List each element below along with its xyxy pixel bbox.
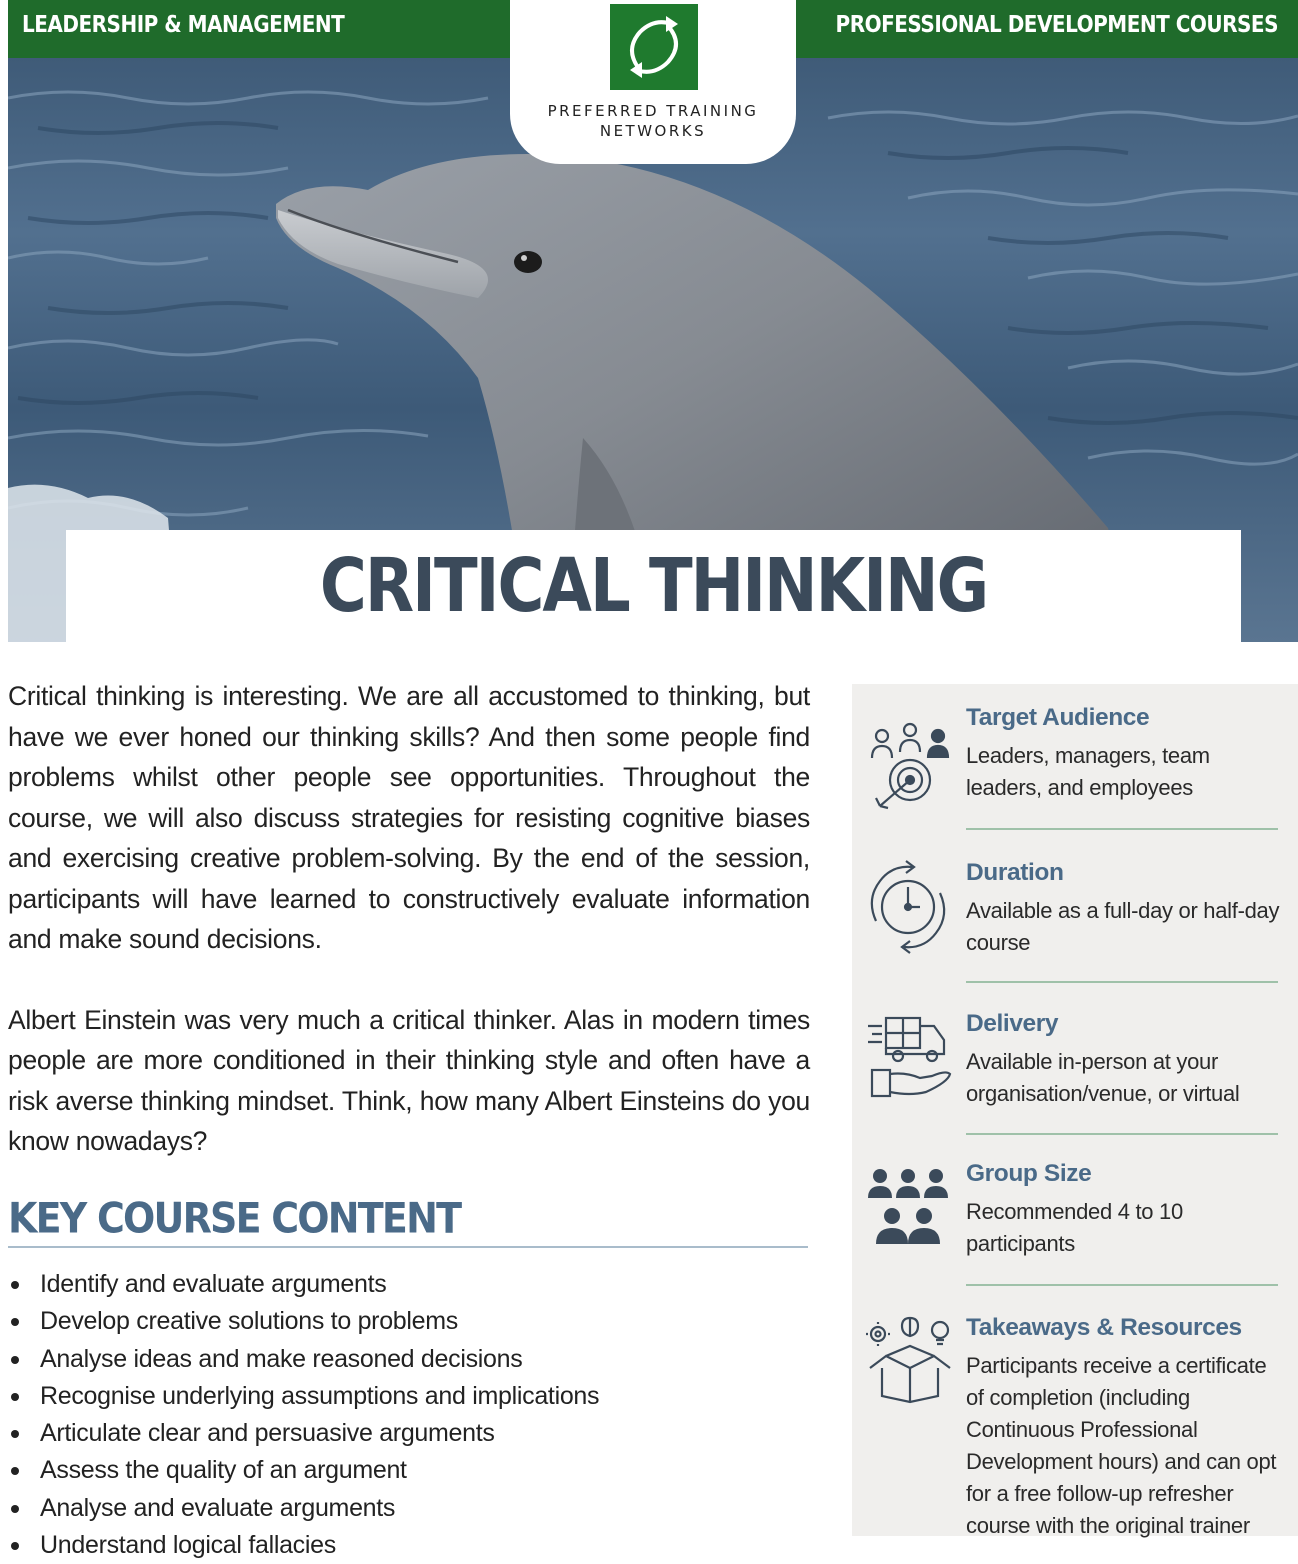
list-item: Recognise underlying assumptions and implications [8,1378,808,1415]
target-audience-desc: Leaders, managers, team leaders, and employees [966,743,1210,800]
course-info-sidebar [852,684,1298,1536]
key-content-divider [8,1246,808,1248]
duration-desc: Available as a full-day or half-day course [966,898,1280,955]
list-item: Analyse ideas and make reasoned decisions [8,1341,808,1378]
target-audience-icon [866,718,954,814]
section-divider [966,981,1278,983]
title-banner [66,530,1241,642]
delivery-truck-icon [866,1012,954,1108]
list-item: Develop creative solutions to problems [8,1303,808,1340]
group-size-desc: Recommended 4 to 10 participants [966,1199,1183,1256]
intro-paragraph-2: Albert Einstein was very much a critical thinker. Alas in modern times people are more conditioned in their thinking style and often have a risk averse thinking mindset. Think, how many Albert Einsteins do you know nowadays? [8,1004,810,1156]
target-audience-title: Target Audience [966,704,1150,731]
company-logo [510,0,796,164]
series-label: PROFESSIONAL DEVELOPMENT COURSES [835,10,1278,38]
section-divider [966,1133,1278,1135]
group-icon [866,1166,954,1262]
list-item: Understand logical fallacies [8,1527,808,1564]
takeaways-title: Takeaways & Resources [966,1314,1242,1341]
intro-text [8,676,810,1202]
duration-title: Duration [966,859,1064,886]
key-content-heading: KEY COURSE CONTENT [8,1194,461,1243]
clock-icon [866,859,954,955]
section-divider [966,828,1278,830]
list-item: Assess the quality of an argument [8,1452,808,1489]
list-item: Articulate clear and persuasive arguments [8,1415,808,1452]
logo-text-line2: NETWORKS [599,122,707,140]
logo-cycle-icon [610,4,698,90]
list-item: Identify and evaluate arguments [8,1266,808,1303]
logo-text-line1: PREFERRED TRAINING [547,102,759,120]
course-title: CRITICAL THINKING [319,544,988,630]
delivery-title: Delivery [966,1010,1059,1037]
key-content-list [8,1266,808,1564]
list-item: Analyse and evaluate arguments [8,1490,808,1527]
intro-paragraph-1: Critical thinking is interesting. We are all accustomed to thinking, but have we ever honed our thinking skills? And then some people find problems whilst other people see opportunities. Throughout the course, we will also discuss strategies for resisting cognitive biases and exercising creative problem-solving. By the end of the session, participants will have learned to constructively evaluate information and make sound decisions. [8,681,810,954]
open-box-icon [866,1316,954,1412]
category-label: LEADERSHIP & MANAGEMENT [22,10,345,38]
takeaways-desc: Participants receive a certificate of completion (including Continuous Professional Development hours) and can opt for a free follow-up refresher course with the original trainer [966,1353,1277,1538]
section-divider [966,1284,1278,1286]
delivery-desc: Available in-person at your organisation/venue, or virtual [966,1049,1240,1106]
group-size-title: Group Size [966,1160,1092,1187]
